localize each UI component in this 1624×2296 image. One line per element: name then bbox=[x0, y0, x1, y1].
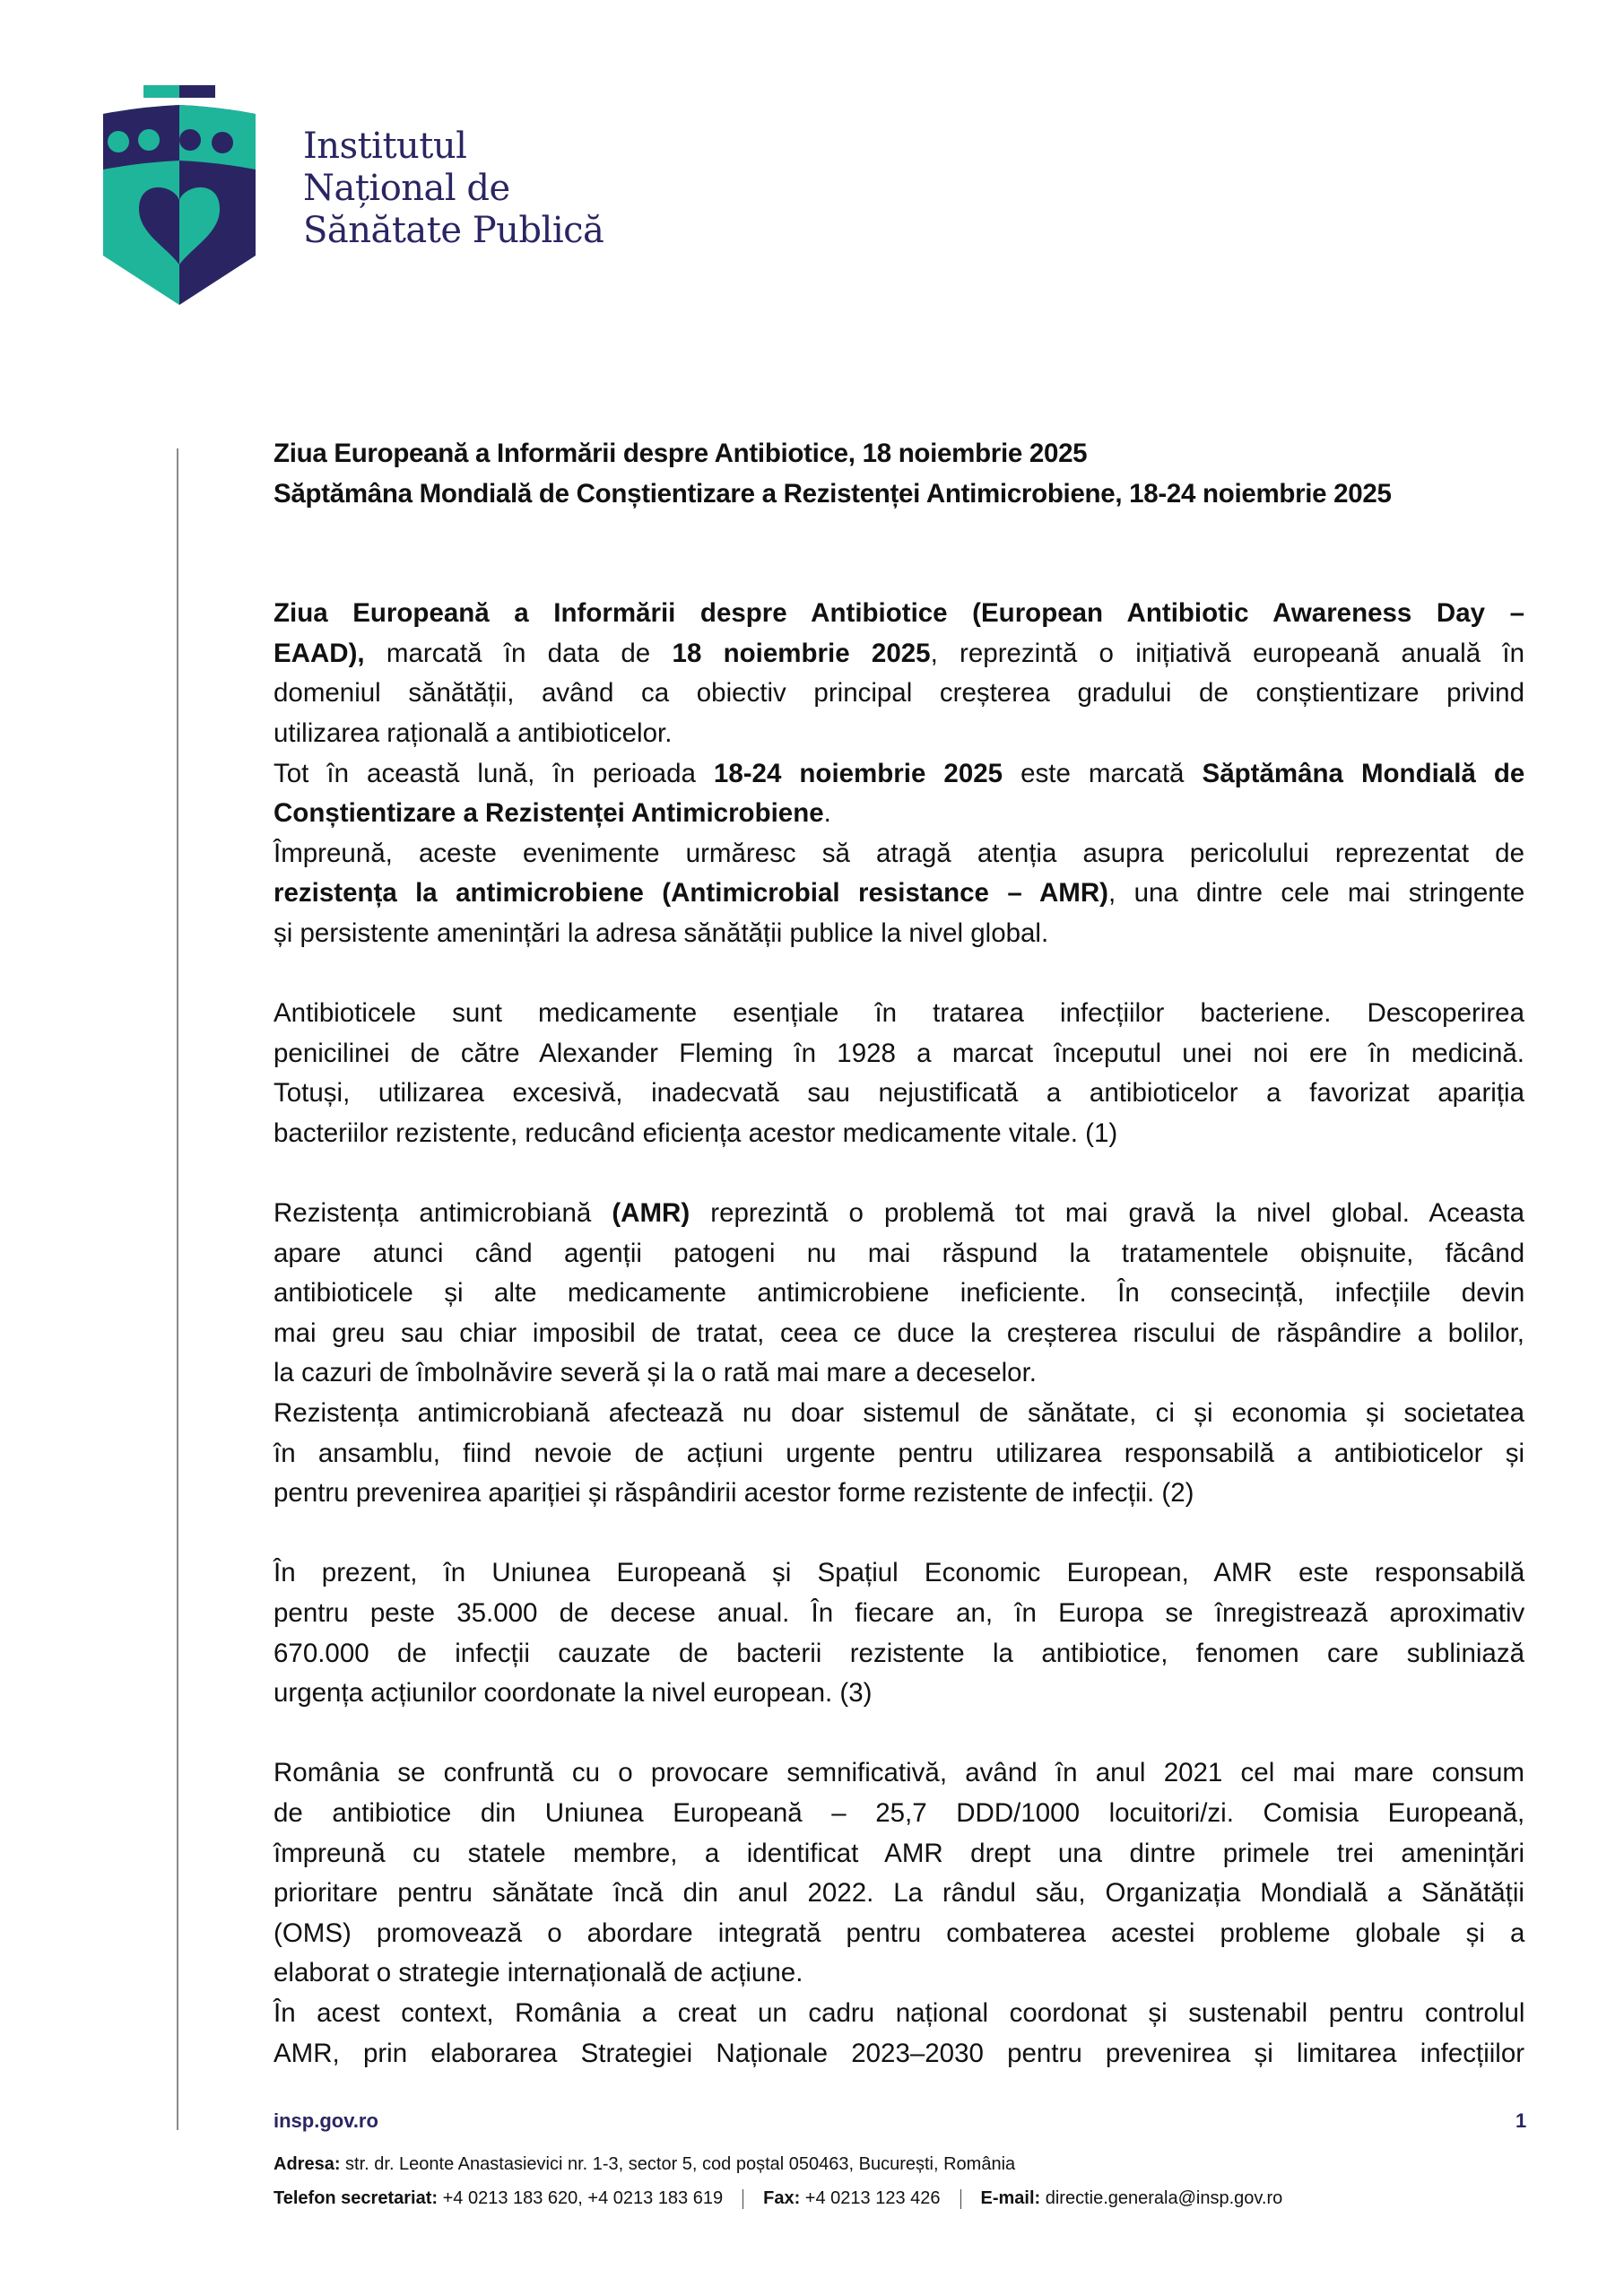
text-line bbox=[274, 834, 1524, 874]
document-titles bbox=[274, 434, 1524, 514]
text-line bbox=[274, 1794, 1524, 1834]
bold-text: Ziua Europeană a Informării despre Antibiotice (European Antibiotic Awareness Day – bbox=[274, 598, 1525, 629]
text-segment: pentru peste 35.000 de decese anual. În fiecare an, în Europa se înregistrează aproximativ bbox=[274, 1598, 1525, 1629]
address-label: Adresa: bbox=[274, 2154, 341, 2174]
text-line bbox=[274, 914, 1524, 954]
text-line bbox=[274, 794, 1524, 834]
text-segment: și persistente amenințări la adresa sănătății publice la nivel global. bbox=[274, 918, 1049, 948]
text-segment: 670.000 de infecții cauzate de bacterii rezistente la antibiotice, fenomen care subliniază bbox=[274, 1638, 1524, 1668]
text-segment: Tot în această lună, în perioada bbox=[274, 758, 714, 788]
text-line bbox=[274, 1074, 1524, 1114]
phone-value: +4 0213 183 620, +4 0213 183 619 bbox=[438, 2188, 724, 2208]
text-segment: utilizarea rațională a antibioticelor. bbox=[274, 718, 673, 748]
text-segment: de antibiotice din Uniunea Europeană – 25,7 DDD/1000 locuitori/zi. Comisia Europeană, bbox=[274, 1798, 1525, 1828]
bold-text: Săptămâna Mondială de bbox=[1202, 758, 1525, 788]
text-segment: , reprezintă o inițiativă europeană anuală în bbox=[930, 638, 1525, 668]
paragraph bbox=[274, 1753, 1524, 1994]
document-body bbox=[274, 434, 1524, 2074]
bold-text: 18-24 noiembrie 2025 bbox=[713, 758, 1003, 788]
text-line bbox=[274, 1314, 1524, 1354]
text-line bbox=[274, 1874, 1524, 1914]
text-segment: Împreună, aceste evenimente urmăresc să atragă atenția asupra pericolului reprezentat de bbox=[274, 838, 1524, 868]
paragraph bbox=[274, 1194, 1524, 1394]
bold-text: rezistența la antimicrobiene (Antimicrobial resistance – AMR) bbox=[274, 878, 1109, 909]
fax-value: +4 0213 123 426 bbox=[800, 2188, 941, 2208]
text-line bbox=[274, 674, 1524, 714]
institute-logo-icon bbox=[103, 85, 256, 305]
text-segment: elaborat o strategie internațională de acțiune. bbox=[274, 1958, 803, 1988]
paragraph bbox=[274, 1994, 1524, 2074]
text-segment: pentru prevenirea apariției și răspândirii acestor forme rezistente de infecții. (2) bbox=[274, 1478, 1194, 1509]
text-segment: Rezistența antimicrobiană afectează nu doar sistemul de sănătate, ci și economia și societatea bbox=[274, 1398, 1525, 1429]
text-segment: este marcată bbox=[1003, 758, 1203, 788]
bold-text: Conștientizare a Rezistenței Antimicrobiene bbox=[274, 798, 824, 829]
text-line bbox=[274, 1634, 1524, 1674]
bold-text: (AMR) bbox=[612, 1198, 690, 1229]
text-line bbox=[274, 994, 1524, 1034]
text-line bbox=[274, 1034, 1524, 1074]
text-segment: . bbox=[823, 798, 831, 829]
text-line bbox=[274, 1994, 1524, 2034]
text-line bbox=[274, 1474, 1524, 1514]
paragraph bbox=[274, 594, 1524, 753]
text-line bbox=[274, 1234, 1524, 1274]
fax-label: Fax: bbox=[763, 2188, 801, 2208]
text-segment: marcată în data de bbox=[364, 638, 673, 668]
text-segment: penicilinei de către Alexander Fleming în 1928 a marcat începutul unei noi ere în medicină. bbox=[274, 1038, 1524, 1068]
text-line bbox=[274, 1553, 1524, 1594]
text-segment: în ansamblu, fiind nevoie de acțiuni urgente pentru utilizarea responsabilă a antibioticelor și bbox=[274, 1438, 1524, 1468]
text-segment: antibioticele și alte medicamente antimicrobiene ineficiente. În consecință, infecțiile devin bbox=[274, 1278, 1525, 1309]
text-segment: prioritare pentru sănătate încă din anul 2022. La rândul său, Organizația Mondială a Sănătății bbox=[274, 1878, 1524, 1909]
institute-name-line: Național de bbox=[303, 168, 510, 209]
text-segment: reprezintă o problemă tot mai gravă la nivel global. Aceasta bbox=[690, 1198, 1524, 1229]
text-line bbox=[274, 1674, 1524, 1714]
text-line bbox=[274, 634, 1524, 674]
phone-label: Telefon secretariat: bbox=[274, 2188, 439, 2208]
text-line bbox=[274, 1914, 1524, 1954]
text-line bbox=[274, 1434, 1524, 1474]
bold-text: 18 noiembrie 2025 bbox=[672, 638, 931, 668]
text-segment: împreună cu statele membre, a identificat AMR drept una dintre primele trei amenințări bbox=[274, 1838, 1525, 1868]
text-segment: mai greu sau chiar imposibil de tratat, ceea ce duce la creșterea riscului de răspândire a bolilor, bbox=[274, 1318, 1524, 1348]
paragraph bbox=[274, 994, 1524, 1153]
text-line bbox=[274, 1394, 1524, 1434]
margin-rule bbox=[177, 448, 178, 2130]
text-line bbox=[274, 1353, 1524, 1394]
paragraphs bbox=[274, 594, 1524, 2074]
address-value: str. dr. Leonte Anastasievici nr. 1-3, sector 5, cod poștal 050463, București, România bbox=[340, 2154, 1016, 2174]
footer-address bbox=[274, 2154, 1015, 2175]
text-segment: În acest context, România a creat un cadru național coordonat și sustenabil pentru controlul bbox=[274, 1997, 1525, 2028]
text-line bbox=[274, 594, 1524, 634]
text-line bbox=[274, 1834, 1524, 1874]
text-line bbox=[274, 1753, 1524, 1794]
paragraph bbox=[274, 1394, 1524, 1514]
text-segment: domeniul sănătății, având ca obiectiv principal creșterea gradului de conștientizare privind bbox=[274, 678, 1524, 709]
institute-name bbox=[303, 126, 604, 252]
text-segment: România se confruntă cu o provocare semnificativă, având în anul 2021 cel mai mare consum bbox=[274, 1758, 1524, 1788]
text-segment: apare atunci când agenții patogeni nu mai răspund la tratamentele obișnuite, făcând bbox=[274, 1238, 1525, 1268]
paragraph bbox=[274, 834, 1524, 954]
text-segment: , una dintre cele mai stringente bbox=[1108, 878, 1525, 909]
text-segment: Totuși, utilizarea excesivă, inadecvată sau nejustificată a antibioticelor a favorizat apariția bbox=[274, 1078, 1524, 1109]
text-line bbox=[274, 874, 1524, 914]
text-line bbox=[274, 1194, 1524, 1234]
title-waaw: Săptămâna Mondială de Conștientizare a Rezistenței Antimicrobiene, 18-24 noiembrie 2025 bbox=[274, 478, 1392, 509]
text-segment: la cazuri de îmbolnăvire severă și la o rată mai mare a deceselor. bbox=[274, 1358, 1037, 1388]
text-line bbox=[274, 1114, 1524, 1154]
text-line bbox=[274, 1953, 1524, 1994]
text-line bbox=[274, 714, 1524, 754]
page-number: 1 bbox=[1515, 2109, 1527, 2132]
text-segment: AMR, prin elaborarea Strategiei Naționale 2023–2030 pentru prevenirea și limitarea infecțiilor bbox=[274, 2038, 1525, 2068]
email-label: E-mail: bbox=[980, 2188, 1041, 2208]
email-link[interactable]: directie.generala@insp.gov.ro bbox=[1040, 2188, 1283, 2208]
text-segment: Rezistența antimicrobiană bbox=[274, 1198, 612, 1229]
bold-text: EAAD), bbox=[274, 638, 365, 668]
separator bbox=[960, 2189, 961, 2209]
institute-name-line: Institutul bbox=[303, 126, 467, 167]
title-eaad: Ziua Europeană a Informării despre Antibiotice, 18 noiembrie 2025 bbox=[274, 439, 1088, 468]
institute-name-line: Sănătate Publică bbox=[303, 210, 604, 251]
text-line bbox=[274, 1274, 1524, 1314]
website-link[interactable]: insp.gov.ro bbox=[274, 2109, 378, 2132]
paragraph bbox=[274, 754, 1524, 834]
footer-contact bbox=[274, 2188, 1282, 2209]
text-line bbox=[274, 1594, 1524, 1634]
text-segment: În prezent, în Uniunea Europeană și Spațiul Economic European, AMR este responsabilă bbox=[274, 1558, 1525, 1588]
paragraph bbox=[274, 1553, 1524, 1713]
text-segment: urgența acțiunilor coordonate la nivel european. (3) bbox=[274, 1678, 873, 1709]
text-segment: Antibioticele sunt medicamente esențiale în tratarea infecțiilor bacteriene. Descoperirea bbox=[274, 998, 1524, 1029]
text-segment: bacteriilor rezistente, reducând eficiența acestor medicamente vitale. (1) bbox=[274, 1118, 1118, 1148]
text-line bbox=[274, 754, 1524, 795]
text-line bbox=[274, 2034, 1524, 2074]
text-segment: (OMS) promovează o abordare integrată pentru combaterea acestei probleme globale și a bbox=[274, 1918, 1525, 1948]
